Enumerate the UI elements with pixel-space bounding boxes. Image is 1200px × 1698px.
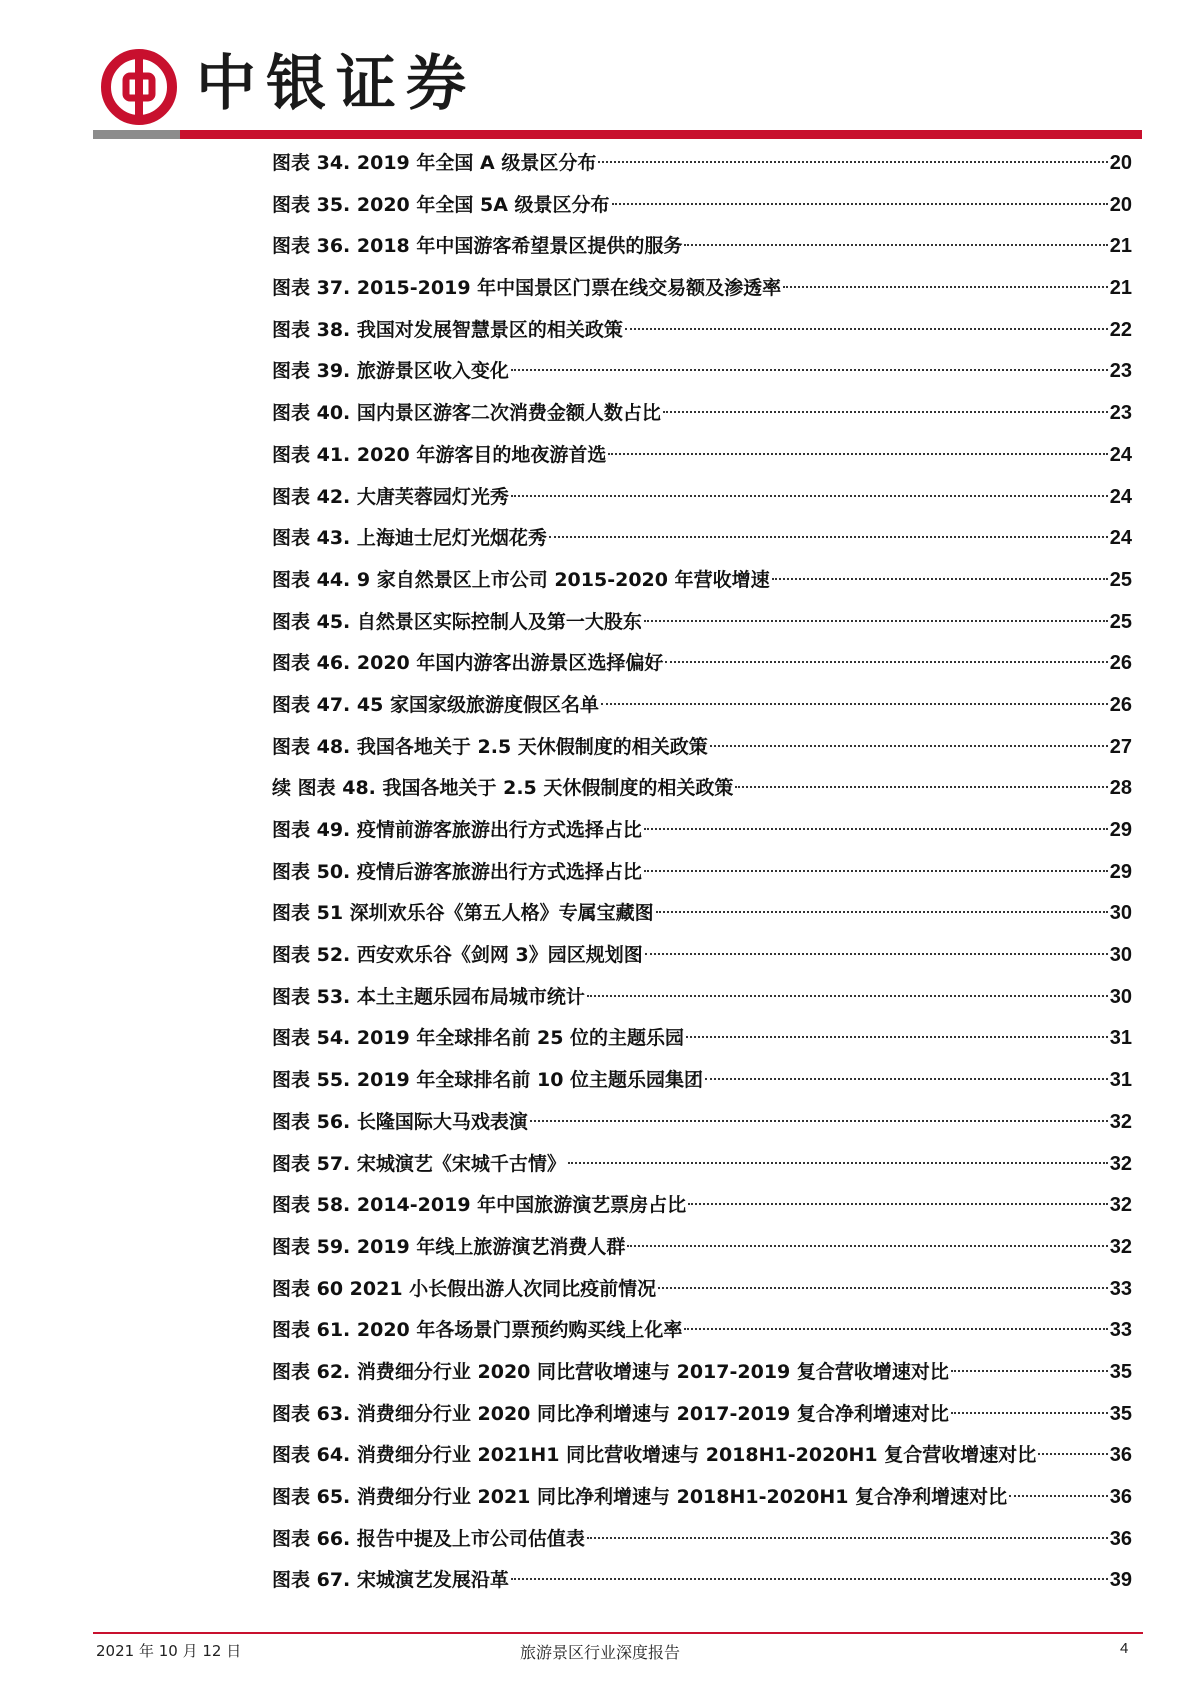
toc-entry-page: 23	[1109, 360, 1132, 383]
toc-entry-title: 图表 41. 2020 年游客目的地夜游首选	[272, 443, 607, 466]
toc-entry-page: 27	[1109, 735, 1132, 758]
toc-entry-title: 图表 37. 2015-2019 年中国景区门票在线交易额及渗透率	[272, 277, 782, 300]
toc-entry-page: 33	[1109, 1319, 1132, 1342]
toc-entry-title: 图表 67. 宋城演艺发展沿革	[272, 1569, 509, 1592]
toc-leader-dots	[684, 244, 1107, 246]
toc-entry-title: 图表 48. 我国各地关于 2.5 天休假制度的相关政策	[272, 735, 708, 758]
toc-entry[interactable]	[272, 977, 1132, 1019]
toc-entry[interactable]	[272, 727, 1132, 769]
toc-entry-page: 23	[1109, 402, 1132, 425]
figure-index-list	[272, 143, 1132, 1602]
toc-entry[interactable]	[272, 143, 1132, 185]
toc-entry-page: 25	[1109, 610, 1132, 633]
toc-entry[interactable]	[272, 935, 1132, 977]
header-rule-gray	[93, 130, 180, 139]
toc-leader-dots	[644, 870, 1108, 872]
toc-entry[interactable]	[272, 393, 1132, 435]
toc-entry-title: 图表 54. 2019 年全球排名前 25 位的主题乐园	[272, 1027, 685, 1050]
toc-entry-title: 图表 51 深圳欢乐谷《第五人格》专属宝藏图	[272, 902, 654, 925]
toc-entry-title: 图表 35. 2020 年全国 5A 级景区分布	[272, 193, 610, 216]
toc-leader-dots	[656, 911, 1108, 913]
toc-entry-title: 图表 47. 45 家国家级旅游度假区名单	[272, 693, 599, 716]
toc-entry[interactable]	[272, 185, 1132, 227]
toc-entry[interactable]	[272, 1269, 1132, 1311]
toc-entry-page: 33	[1109, 1277, 1132, 1300]
footer-page-number: 4	[1120, 1640, 1129, 1657]
toc-entry[interactable]	[272, 1185, 1132, 1227]
toc-entry-page: 35	[1109, 1360, 1132, 1383]
toc-entry-title: 图表 45. 自然景区实际控制人及第一大股东	[272, 610, 642, 633]
toc-entry-page: 26	[1109, 693, 1132, 716]
toc-leader-dots	[608, 453, 1107, 455]
toc-entry-page: 24	[1109, 443, 1132, 466]
toc-entry[interactable]	[272, 768, 1132, 810]
toc-entry-title: 图表 40. 国内景区游客二次消费金额人数占比	[272, 402, 661, 425]
toc-entry-page: 32	[1109, 1235, 1132, 1258]
toc-entry[interactable]	[272, 518, 1132, 560]
toc-entry-title: 图表 39. 旅游景区收入变化	[272, 360, 509, 383]
toc-entry[interactable]	[272, 1144, 1132, 1186]
toc-leader-dots	[627, 1245, 1107, 1247]
page-header	[0, 0, 1200, 145]
toc-leader-dots	[951, 1412, 1108, 1414]
footer-rule	[93, 1632, 1143, 1634]
toc-entry-page: 30	[1109, 944, 1132, 967]
toc-entry-page: 32	[1109, 1110, 1132, 1133]
toc-leader-dots	[511, 495, 1108, 497]
toc-leader-dots	[625, 328, 1108, 330]
toc-entry-page: 29	[1109, 819, 1132, 841]
toc-entry[interactable]	[272, 1435, 1132, 1477]
toc-entry-title: 续 图表 48. 我国各地关于 2.5 天休假制度的相关政策	[272, 777, 734, 800]
toc-leader-dots	[598, 161, 1107, 163]
toc-leader-dots	[549, 536, 1108, 538]
toc-leader-dots	[735, 786, 1107, 788]
toc-entry[interactable]	[272, 1310, 1132, 1352]
toc-entry-title: 图表 34. 2019 年全国 A 级景区分布	[272, 152, 597, 174]
brand-name: 中银证券	[196, 49, 476, 119]
toc-entry-page: 32	[1109, 1194, 1132, 1217]
toc-entry-title: 图表 36. 2018 年中国游客希望景区提供的服务	[272, 235, 683, 258]
toc-entry[interactable]	[272, 1018, 1132, 1060]
toc-entry[interactable]	[272, 893, 1132, 935]
toc-entry[interactable]	[272, 226, 1132, 268]
toc-leader-dots	[684, 1328, 1107, 1330]
toc-leader-dots	[511, 369, 1108, 371]
toc-entry-page: 36	[1109, 1486, 1132, 1508]
toc-leader-dots	[665, 661, 1107, 663]
toc-entry-page: 39	[1109, 1569, 1132, 1592]
toc-entry-page: 21	[1109, 235, 1132, 258]
toc-entry[interactable]	[272, 1519, 1132, 1561]
toc-entry-page: 30	[1109, 902, 1132, 925]
toc-leader-dots	[710, 745, 1108, 747]
toc-entry-page: 31	[1109, 1069, 1132, 1092]
toc-entry-page: 29	[1109, 860, 1132, 883]
toc-entry-title: 图表 52. 西安欢乐谷《剑网 3》园区规划图	[272, 944, 643, 967]
toc-entry-title: 图表 62. 消费细分行业 2020 同比营收增速与 2017-2019 复合营收增速对比	[272, 1360, 949, 1383]
toc-leader-dots	[688, 1203, 1108, 1205]
toc-entry-page: 25	[1109, 568, 1132, 591]
toc-leader-dots	[1038, 1453, 1108, 1455]
toc-leader-dots	[644, 828, 1108, 830]
toc-entry-title: 图表 57. 宋城演艺《宋城千古情》	[272, 1152, 566, 1175]
toc-entry[interactable]	[272, 1477, 1132, 1519]
toc-leader-dots	[645, 953, 1108, 955]
toc-leader-dots	[658, 1287, 1108, 1289]
toc-entry-title: 图表 66. 报告中提及上市公司估值表	[272, 1527, 585, 1550]
toc-leader-dots	[601, 703, 1108, 705]
toc-leader-dots	[612, 203, 1108, 205]
toc-entry-page: 21	[1109, 277, 1132, 300]
toc-entry-title: 图表 43. 上海迪士尼灯光烟花秀	[272, 527, 547, 550]
toc-leader-dots	[783, 286, 1108, 288]
toc-entry-title: 图表 42. 大唐芙蓉园灯光秀	[272, 485, 509, 508]
toc-leader-dots	[587, 995, 1108, 997]
toc-entry-title: 图表 65. 消费细分行业 2021 同比净利增速与 2018H1-2020H1 复合净利增速对比	[272, 1486, 1008, 1508]
toc-entry[interactable]	[272, 351, 1132, 393]
toc-leader-dots	[644, 620, 1108, 622]
toc-entry[interactable]	[272, 268, 1132, 310]
toc-entry-title: 图表 61. 2020 年各场景门票预约购买线上化率	[272, 1319, 683, 1342]
toc-leader-dots	[686, 1036, 1108, 1038]
toc-entry-title: 图表 53. 本土主题乐园布局城市统计	[272, 985, 585, 1008]
toc-leader-dots	[705, 1078, 1108, 1080]
toc-leader-dots	[1009, 1495, 1108, 1497]
toc-entry-page: 35	[1109, 1402, 1132, 1425]
toc-entry-page: 36	[1109, 1444, 1132, 1467]
toc-leader-dots	[951, 1370, 1108, 1372]
toc-entry-title: 图表 64. 消费细分行业 2021H1 同比营收增速与 2018H1-2020H1 复合营收增速对比	[272, 1444, 1037, 1467]
toc-leader-dots	[511, 1578, 1108, 1580]
toc-entry[interactable]	[272, 1352, 1132, 1394]
toc-entry-title: 图表 58. 2014-2019 年中国旅游演艺票房占比	[272, 1194, 687, 1217]
toc-entry[interactable]	[272, 1560, 1132, 1602]
toc-entry[interactable]	[272, 477, 1132, 519]
toc-entry-page: 36	[1109, 1527, 1132, 1550]
toc-leader-dots	[772, 578, 1108, 580]
toc-entry-page: 30	[1109, 985, 1132, 1008]
toc-entry[interactable]	[272, 1060, 1132, 1102]
toc-leader-dots	[568, 1162, 1108, 1164]
toc-entry-page: 20	[1109, 152, 1132, 174]
toc-entry[interactable]	[272, 1227, 1132, 1269]
toc-entry[interactable]	[272, 685, 1132, 727]
toc-entry-page: 31	[1109, 1027, 1132, 1050]
toc-entry-page: 24	[1109, 527, 1132, 550]
footer-date: 2021 年 10 月 12 日	[96, 1642, 242, 1660]
toc-entry[interactable]	[272, 1394, 1132, 1436]
toc-entry-title: 图表 60 2021 小长假出游人次同比疫前情况	[272, 1277, 657, 1300]
toc-entry-page: 28	[1109, 777, 1132, 800]
toc-entry-title: 图表 59. 2019 年线上旅游演艺消费人群	[272, 1235, 626, 1258]
toc-entry-page: 26	[1109, 652, 1132, 675]
toc-entry[interactable]	[272, 560, 1132, 602]
toc-entry-title: 图表 63. 消费细分行业 2020 同比净利增速与 2017-2019 复合净利增速对比	[272, 1402, 949, 1425]
toc-leader-dots	[587, 1537, 1108, 1539]
toc-entry-title: 图表 55. 2019 年全球排名前 10 位主题乐园集团	[272, 1069, 704, 1092]
toc-entry-page: 24	[1109, 485, 1132, 508]
toc-entry[interactable]	[272, 643, 1132, 685]
toc-entry-title: 图表 38. 我国对发展智慧景区的相关政策	[272, 318, 623, 341]
toc-entry-page: 32	[1109, 1152, 1132, 1175]
toc-entry[interactable]	[272, 310, 1132, 352]
toc-entry[interactable]	[272, 435, 1132, 477]
footer-report-title: 旅游景区行业深度报告	[519, 1643, 680, 1662]
toc-leader-dots	[530, 1120, 1108, 1122]
toc-entry-title: 图表 56. 长隆国际大马戏表演	[272, 1110, 528, 1133]
toc-entry[interactable]	[272, 602, 1132, 644]
toc-entry-page: 20	[1109, 193, 1132, 216]
header-rule-red	[180, 130, 1142, 139]
toc-entry-title: 图表 49. 疫情前游客旅游出行方式选择占比	[272, 819, 642, 841]
toc-entry-title: 图表 46. 2020 年国内游客出游景区选择偏好	[272, 652, 664, 675]
toc-entry[interactable]	[272, 810, 1132, 852]
toc-entry-title: 图表 44. 9 家自然景区上市公司 2015-2020 年营收增速	[272, 568, 770, 591]
toc-leader-dots	[663, 411, 1108, 413]
toc-entry-page: 22	[1109, 318, 1132, 341]
toc-entry-title: 图表 50. 疫情后游客旅游出行方式选择占比	[272, 860, 642, 883]
toc-entry[interactable]	[272, 852, 1132, 894]
toc-entry[interactable]	[272, 1102, 1132, 1144]
bank-of-china-logo-icon	[100, 48, 178, 126]
